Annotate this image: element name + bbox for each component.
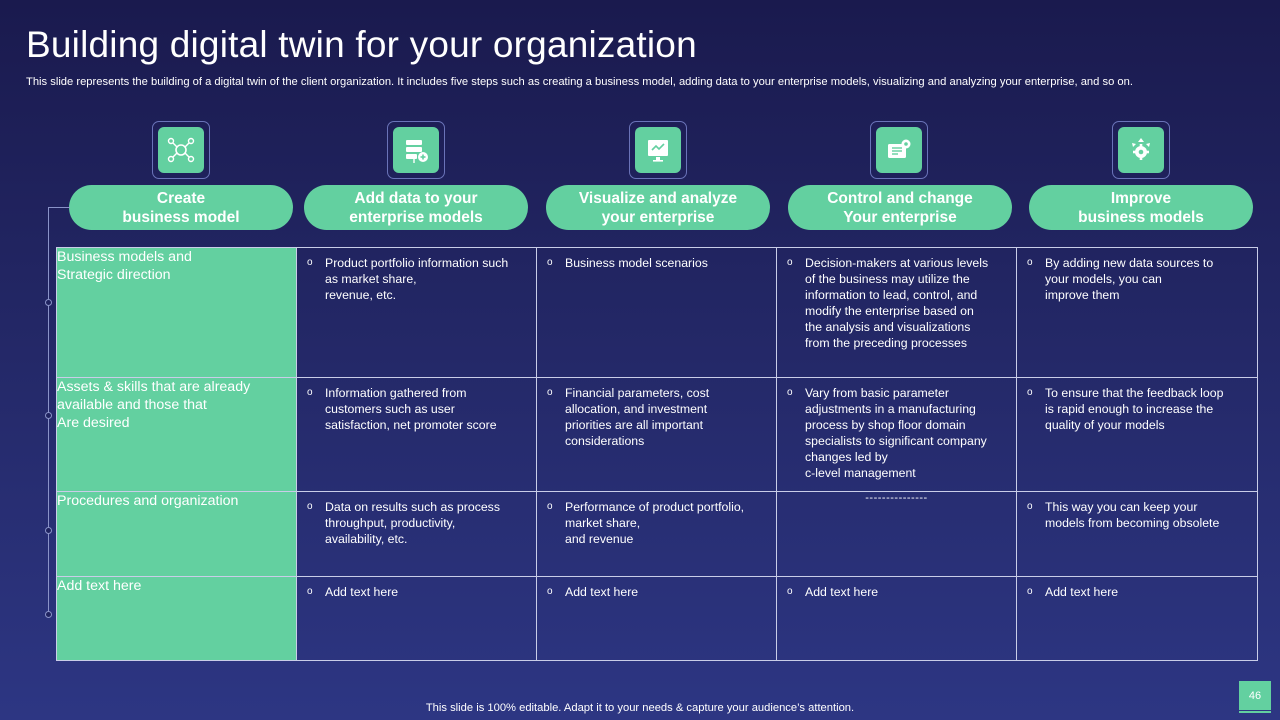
cell-text: Add text here <box>325 585 399 599</box>
database-add-icon <box>401 135 431 165</box>
page-number-badge: 46 <box>1239 681 1271 710</box>
table-cell <box>297 492 537 577</box>
table-cell <box>777 378 1017 492</box>
digital-twin-table <box>56 247 1258 661</box>
table-cell <box>297 577 537 661</box>
bullet-icon: o <box>547 586 553 597</box>
slide-subtitle: This slide represents the building of a digital twin of the client organization. It includes five steps such as creating a business model, adding data to your enterprise models, visualizing and analyzing your enterprise, and so on. <box>26 76 1133 88</box>
bullet-icon: o <box>1027 501 1033 512</box>
row-header: Procedures and organization <box>57 492 297 577</box>
cell-text: Performance of product portfolio, market share, and revenue <box>565 500 745 546</box>
step-pill-create-business-model: Create business model <box>69 185 293 230</box>
table-cell <box>777 577 1017 661</box>
bullet-icon: o <box>1027 257 1033 268</box>
bullet-icon: o <box>547 501 553 512</box>
control-panel-icon <box>884 135 914 165</box>
table-cell <box>537 378 777 492</box>
slide-title: Building digital twin for your organization <box>26 24 697 65</box>
step-pill-visualize-analyze: Visualize and analyze your enterprise <box>546 185 770 230</box>
table-row <box>57 577 1258 661</box>
table-cell <box>537 577 777 661</box>
connector-node <box>45 527 52 534</box>
table-row <box>57 378 1258 492</box>
bullet-icon: o <box>307 387 313 398</box>
bullet-icon: o <box>787 586 793 597</box>
footer-note: This slide is 100% editable. Adapt it to your needs & capture your audience’s attention. <box>425 702 855 714</box>
table-cell <box>297 378 537 492</box>
bullet-icon: o <box>1027 586 1033 597</box>
row-header: Assets & skills that are already available and those that Are desired <box>57 378 297 492</box>
step-icon-frame-4 <box>870 121 928 179</box>
table-row <box>57 248 1258 378</box>
step-icon-frame-1 <box>152 121 210 179</box>
table-cell <box>1017 492 1258 577</box>
cell-text: Business model scenarios <box>565 256 708 270</box>
connector-node <box>45 299 52 306</box>
table-cell <box>1017 248 1258 378</box>
table-cell <box>777 248 1017 378</box>
cell-text: To ensure that the feedback loop is rapid enough to increase the quality of your models <box>1045 386 1224 432</box>
bullet-icon: o <box>307 586 313 597</box>
table-cell <box>297 248 537 378</box>
cell-text: Decision-makers at various levels of the business may utilize the information to lead, control, and modify the enterprise based on the analysis and visualizations from the preceding processes <box>805 256 989 350</box>
network-icon <box>166 135 196 165</box>
bullet-icon: o <box>1027 387 1033 398</box>
bullet-icon: o <box>787 387 793 398</box>
gear-arrows-icon <box>1126 135 1156 165</box>
monitor-chart-icon <box>643 135 673 165</box>
cell-text: Add text here <box>805 585 879 599</box>
step-pill-improve: Improve business models <box>1029 185 1253 230</box>
cell-text: Financial parameters, cost allocation, and investment priorities are all important considerations <box>565 386 710 448</box>
step-pill-add-data: Add data to your enterprise models <box>304 185 528 230</box>
connector-node <box>45 611 52 618</box>
connector-node <box>45 412 52 419</box>
bullet-icon: o <box>547 387 553 398</box>
cell-text: Product portfolio information such as market share, revenue, etc. <box>325 256 509 302</box>
row-header: Business models and Strategic direction <box>57 248 297 378</box>
cell-text: Information gathered from customers such as user satisfaction, net promoter score <box>325 386 497 432</box>
page-number-underline <box>1239 711 1271 713</box>
table-cell <box>1017 577 1258 661</box>
bullet-icon: o <box>547 257 553 268</box>
step-icon-frame-5 <box>1112 121 1170 179</box>
empty-cell-placeholder: --------------- <box>777 492 1017 577</box>
row-header: Add text here <box>57 577 297 661</box>
cell-text: By adding new data sources to your models, you can improve them <box>1045 256 1214 302</box>
step-icon-frame-3 <box>629 121 687 179</box>
step-icon-frame-2 <box>387 121 445 179</box>
table-cell <box>537 492 777 577</box>
step-pill-control-change: Control and change Your enterprise <box>788 185 1012 230</box>
cell-text: Add text here <box>565 585 639 599</box>
cell-text: Add text here <box>1045 585 1119 599</box>
cell-text: Data on results such as process throughput, productivity, availability, etc. <box>325 500 500 546</box>
bullet-icon: o <box>307 257 313 268</box>
table-row <box>57 492 1258 577</box>
table-cell <box>537 248 777 378</box>
table-cell <box>1017 378 1258 492</box>
cell-text: Vary from basic parameter adjustments in a manufacturing process by shop floor domain specialists to significant company changes led by c-level management <box>805 386 987 480</box>
cell-text: This way you can keep your models from becoming obsolete <box>1045 500 1220 530</box>
bullet-icon: o <box>787 257 793 268</box>
bullet-icon: o <box>307 501 313 512</box>
